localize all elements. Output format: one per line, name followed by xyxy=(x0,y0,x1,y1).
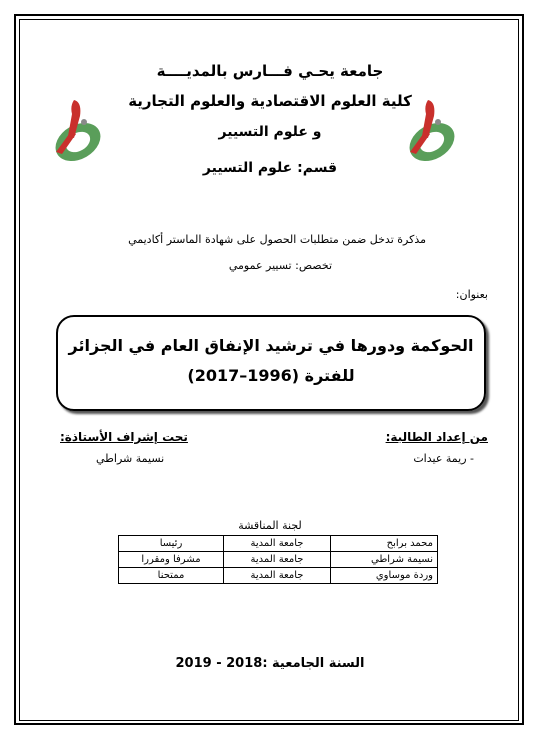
memo-statement: مذكرة تدخل ضمن متطلبات الحصول على شهادة الماستر أكاديمي xyxy=(128,233,426,246)
member-name: محمد برابح xyxy=(331,536,438,552)
student-label: من إعداد الطالبة: xyxy=(385,430,488,444)
table-row xyxy=(119,552,438,568)
academic-year: السنة الجامعية :2018 - 2019 xyxy=(175,656,365,671)
committee-table xyxy=(118,535,438,584)
member-role: ممتحنا xyxy=(119,568,224,584)
thesis-title-line1: الحوكمة ودورها في ترشيد الإنفاق العام في الجزائر xyxy=(68,336,474,355)
member-university: جامعة المدية xyxy=(224,536,331,552)
member-university: جامعة المدية xyxy=(224,552,331,568)
member-name: وردة موساوي xyxy=(331,568,438,584)
faculty-name-cont: و علوم التسيير xyxy=(218,124,322,140)
department-name: قسم: علوم التسيير xyxy=(202,160,338,176)
committee-label: لجنة المناقشة xyxy=(238,519,302,532)
member-role: مشرفا ومقررا xyxy=(119,552,224,568)
specialty: تخصص: تسيير عمومي xyxy=(228,259,332,272)
student-name: - ريمة عيدات xyxy=(413,452,474,465)
title-label: بعنوان: xyxy=(455,288,488,301)
supervisor-name: نسيمة شراطي xyxy=(96,452,165,465)
faculty-name: كلية العلوم الاقتصادية والعلوم التجارية xyxy=(128,92,412,110)
supervisor-label: تحت إشراف الأستاذة: xyxy=(60,430,188,444)
table-row xyxy=(119,568,438,584)
member-university: جامعة المدية xyxy=(224,568,331,584)
table-row xyxy=(119,536,438,552)
thesis-title-box xyxy=(56,315,486,411)
member-name: نسيمة شراطي xyxy=(331,552,438,568)
member-role: رئيسا xyxy=(119,536,224,552)
thesis-title-line2: للفترة (1996–2017) xyxy=(187,366,355,385)
university-name: جامعة يحـي فـــارس بالمديــــة xyxy=(156,62,384,80)
